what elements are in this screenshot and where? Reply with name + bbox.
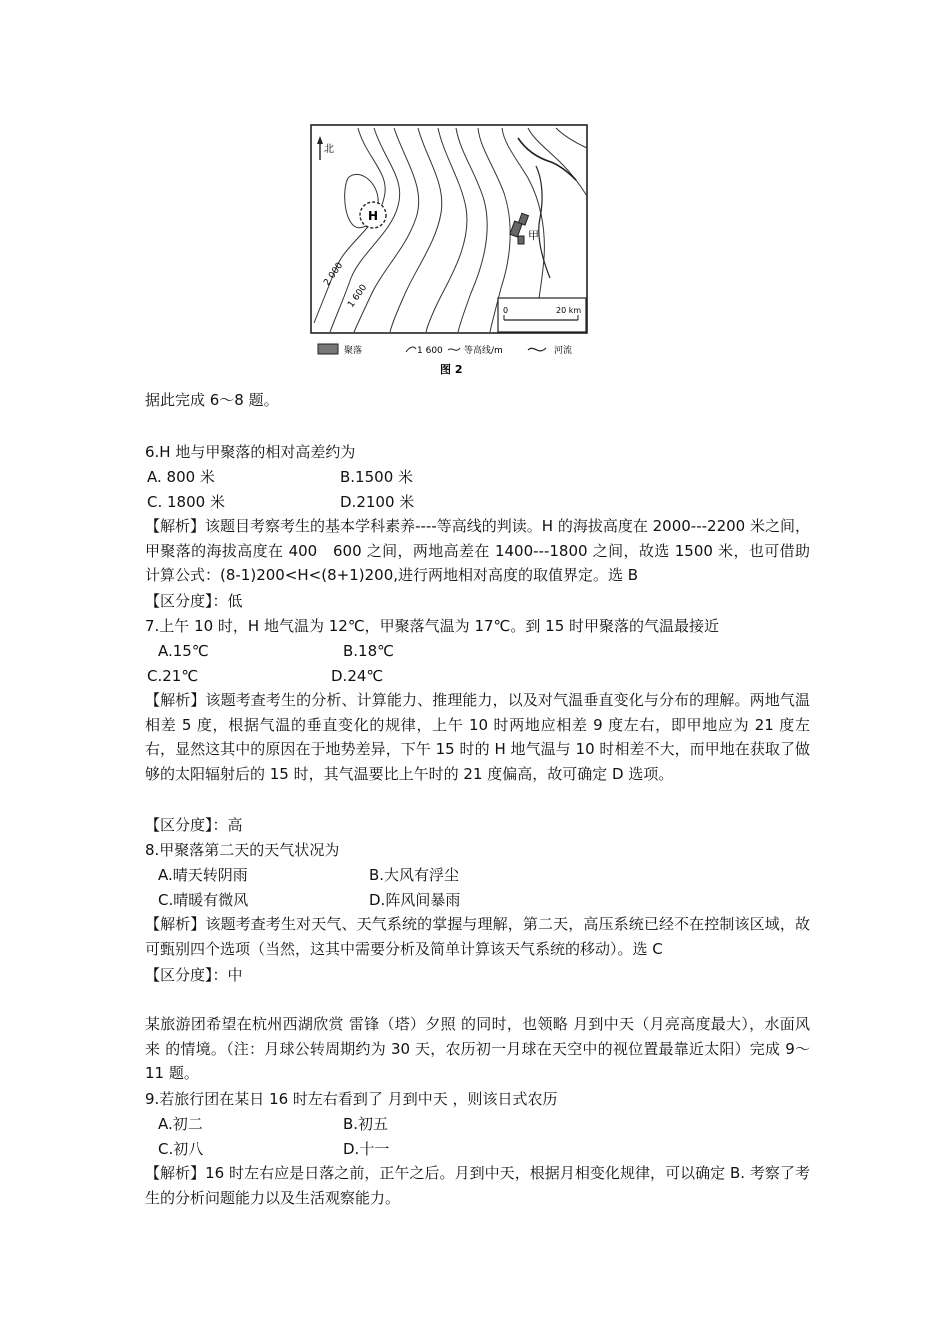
q7-option-b: B.18℃ [343, 642, 394, 660]
legend-contour-icon [406, 347, 416, 352]
q8-option-d: D.阵风间暴雨 [369, 891, 461, 909]
q7-option-a: A.15℃ [158, 642, 209, 660]
q8-difficulty: 【区分度】：中 [145, 966, 243, 984]
contour-label-2000: 2 000 [322, 260, 346, 288]
q6-option-b: B.1500 米 [340, 468, 414, 486]
passage-2: 某旅游团希望在杭州西湖欣赏 雷锋（塔）夕照 的同时，也领略 月到中天（月亮高度最大），水面风来 的情境。（注：月球公转周期约为 30 天，农历初一月球在天空中的视位置最靠近太阳）完成 9～11 题。 [145, 1015, 810, 1082]
contour-map-figure [306, 118, 592, 380]
legend-river: 河流 [554, 346, 573, 356]
q6-option-d: D.2100 米 [340, 493, 415, 511]
q6-option-a: A. 800 米 [147, 468, 215, 486]
q8-analysis: 【解析】该题考查考生对天气、天气系统的掌握与理解，第二天，高压系统已经不在控制该区域，故可甄别四个选项（当然，这其中需要分析及简单计算该天气系统的移动）。选 C [145, 915, 810, 958]
scale-20km: 20 km [556, 306, 582, 315]
q8-option-b: B.大风有浮尘 [369, 866, 460, 884]
q9-analysis: 【解析】16 时左右应是日落之前，正午之后。月到中天，根据月相变化规律，可以确定 B. 考察了考生的分析问题能力以及生活观察能力。 [145, 1164, 810, 1207]
q9-option-c: C.初八 [158, 1140, 204, 1158]
q7-difficulty: 【区分度】：高 [145, 816, 243, 834]
q9-option-d: D.十一 [343, 1140, 390, 1158]
q7-option-c: C.21℃ [147, 667, 199, 685]
q7-analysis: 【解析】该题考查考生的分析、计算能力、推理能力，以及对气温垂直变化与分布的理解。两地气温相差 5 度，根据气温的垂直变化的规律，上午 10 时两地应相差 9 度左右，即甲地应为 21 度左右，显然这其中的原因在于地势差异，下午 15 时的 H 地气温与 10 时相差不大，而甲地在获取了做够的太阳辐射后的 15 时，其气温要比上午时的 21 度偏高，故可确定 D 选项。 [145, 691, 810, 783]
q8-option-a: A.晴天转阴雨 [158, 866, 248, 884]
north-arrow-head-icon [317, 136, 323, 144]
scale-zero: 0 [503, 306, 509, 315]
q9-option-b: B.初五 [343, 1115, 389, 1133]
q8-option-c: C.晴暖有微风 [158, 891, 249, 909]
intro-line: 据此完成 6～8 题。 [145, 391, 279, 409]
q9-option-a: A.初二 [158, 1115, 203, 1133]
contour-label-1600: 1 600 [346, 282, 370, 310]
scale-box [498, 298, 586, 332]
legend-settlement: 聚落 [344, 346, 363, 356]
legend-contour: 等高线/m [464, 346, 503, 356]
settlement-jia-icon [510, 213, 529, 244]
q6-option-c: C. 1800 米 [147, 493, 225, 511]
legend-contour-value: 1 600 [417, 346, 443, 356]
q6-difficulty: 【区分度】：低 [145, 592, 243, 610]
q7-stem: 7.上午 10 时，H 地气温为 12℃，甲聚落气温为 17℃。到 15 时甲聚落的气温最接近 [145, 617, 720, 635]
h-label: H [368, 209, 379, 223]
legend-settlement-icon [318, 344, 338, 354]
north-label: 北 [324, 144, 334, 155]
river-line [518, 138, 576, 180]
q7-option-d: D.24℃ [331, 667, 384, 685]
figure-caption: 图 2 [440, 363, 463, 376]
q8-stem: 8.甲聚落第二天的天气状况为 [145, 841, 340, 859]
q9-stem: 9.若旅行团在某日 16 时左右看到了 月到中天 ，则该日式农历 [145, 1090, 558, 1108]
q6-stem: 6.H 地与甲聚落的相对高差约为 [145, 443, 356, 461]
q6-analysis: 【解析】该题目考察考生的基本学科素养----等高线的判读。H 的海拔高度在 2000---2200 米之间，甲聚落的海拔高度在 400 600 之间，两地高差在 1400---1800 之间，故选 1500 米，也可借助计算公式：(8-1)200<H<(8+1)200,进行两地相对高度的取值界定。选 B [145, 517, 810, 584]
contour-map-svg [306, 118, 592, 380]
jia-label: 甲 [528, 229, 539, 242]
legend-river-icon [528, 348, 546, 351]
